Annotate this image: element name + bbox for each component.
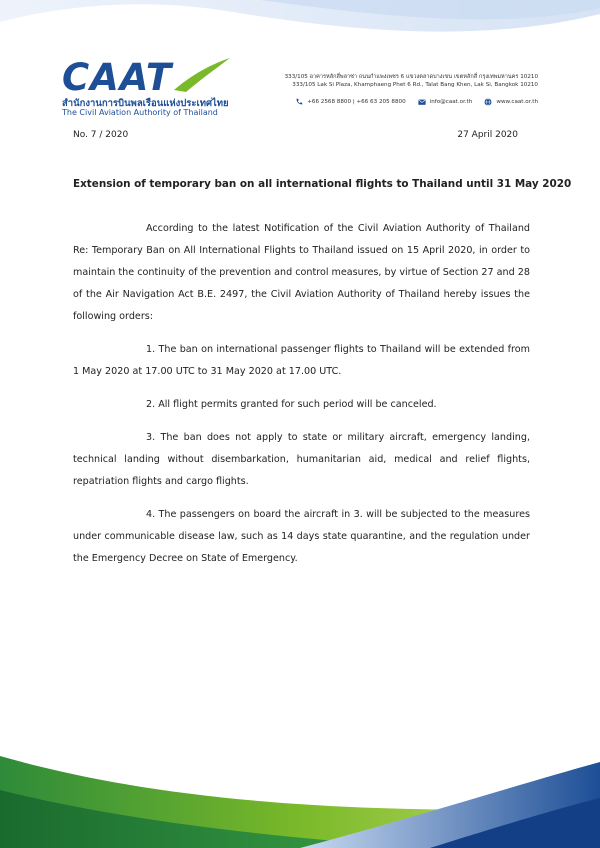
website-text: www.caat.or.th xyxy=(496,99,538,105)
contact-email[interactable] xyxy=(418,98,473,106)
address-thai: 333/105 อาคารหลักสี่พลาซ่า ถนนกำแพงเพชร 6 แขวงตลาดบางเขน เขตหลักสี่ กรุงเทพมหานคร 10210 xyxy=(284,74,538,80)
phone-text: +66 2568 8800 | +66 63 205 8800 xyxy=(307,99,406,105)
header-decoration xyxy=(0,0,600,60)
logo-wordmark: CAAT xyxy=(62,56,173,99)
footer-decoration xyxy=(0,738,600,848)
paragraph-order-4: 4. The passengers on board the aircraft in 3. will be subjected to the measures under communicable disease law, such as 14 days state quarantine, and the regulation under the Emergency Decree on State of Emergency. xyxy=(73,509,530,564)
paragraph-order-2: 2. All flight permits granted for such period will be canceled. xyxy=(146,399,437,410)
contact-bar xyxy=(295,98,538,106)
logo-english-name: The Civil Aviation Authority of Thailand xyxy=(62,108,218,117)
document-title: Extension of temporary ban on all international flights to Thailand until 31 May 2020 xyxy=(73,178,572,190)
contact-phone xyxy=(295,98,405,106)
document-body xyxy=(73,218,530,581)
phone-icon xyxy=(295,98,303,106)
paragraph-order-1: 1. The ban on international passenger flights to Thailand will be extended from 1 May 2020 at 17.00 UTC to 31 May 2020 at 17.00 UTC. xyxy=(73,344,530,377)
contact-website[interactable] xyxy=(484,98,538,106)
email-text: info@caat.or.th xyxy=(429,99,473,105)
logo-swoosh-icon xyxy=(170,56,232,96)
logo-thai-name: สำนักงานการบินพลเรือนแห่งประเทศไทย xyxy=(62,98,229,109)
paragraph-order-3: 3. The ban does not apply to state or military aircraft, emergency landing, technical landing without disembarkation, humanitarian aid, medical and relief flights, repatriation flights and cargo flights. xyxy=(73,432,530,487)
document-number: No. 7 / 2020 xyxy=(73,130,129,140)
email-icon xyxy=(418,98,426,106)
globe-icon xyxy=(484,98,492,106)
document-date: 27 April 2020 xyxy=(457,130,518,140)
paragraph-intro: According to the latest Notification of the Civil Aviation Authority of Thailand Re: Temporary Ban on All International Flights to Thailand issued on 15 April 2020, in order to maintain the continuity of the prevention and control measures, by virtue of Section 27 and 28 of the Air Navigation Act B.E. 2497, the Civil Aviation Authority of Thailand hereby issues the following orders: xyxy=(73,223,530,322)
caat-logo xyxy=(60,58,235,120)
address-english: 333/105 Lak Si Plaza, Khamphaeng Phet 6 Rd., Talat Bang Khen, Lak Si, Bangkok 10210 xyxy=(292,82,538,88)
